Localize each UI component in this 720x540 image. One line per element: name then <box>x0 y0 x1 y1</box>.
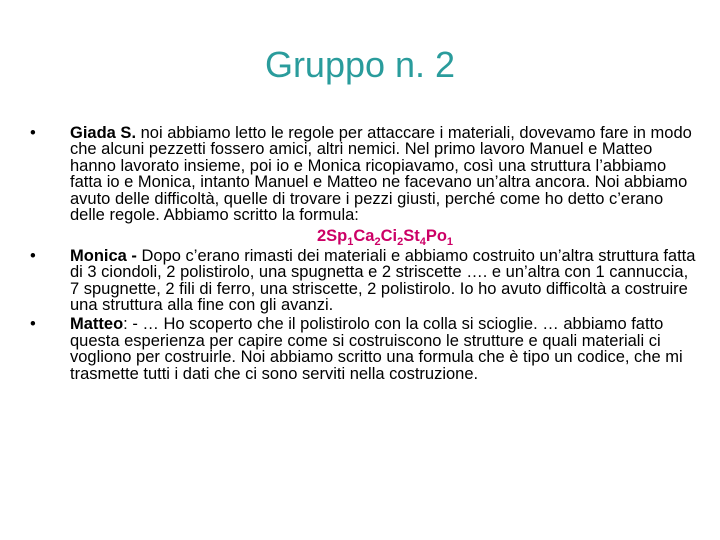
bullet-text: noi abbiamo letto le regole per attaccare i materiali, dovevamo fare in modo che alcuni pezzetti fossero amici, altri nemici. Nel primo lavoro Manuel e Matteo hanno lavorato insieme, poi io e Monica ricopiavamo, così una struttura l’abbiamo fatta io e Monica, intanto Manuel e Matteo ne facevano un’altra ancora. Noi abbiamo avuto delle difficoltà, quelle di trovare i pezzi giusti, perché come ho detto c’erano delle regole. Abbiamo scritto la formula: <box>70 124 692 225</box>
formula-symbol: 2Sp <box>316 227 348 246</box>
formula-subscript: 4 <box>419 236 426 249</box>
bullet-item-giada <box>30 124 700 249</box>
bullet-text: Dopo c’erano rimasti dei materiali e abbiamo costruito un’altra struttura fatta di 3 ciondoli, 2 polistirolo, una spugnetta e 2 striscette …. e un’altra con 1 cannuccia, 7 spugnette, 2 fili di ferro, una striscette, 2 polistirolo. Io ho avuto difficoltà a costruire una struttura alla fine con gli avanzi. <box>70 246 696 315</box>
formula-symbol: St <box>403 227 420 246</box>
bullet-author-label: Giada S. <box>70 124 137 142</box>
bullet-list <box>30 125 700 382</box>
bullet-symbol: • <box>30 246 36 265</box>
formula-symbol: Po <box>425 227 447 246</box>
bullet-author-label: Monica - <box>70 246 137 265</box>
bullet-symbol: • <box>30 315 36 334</box>
formula-subscript: 2 <box>374 236 381 249</box>
formula-symbol: Ci <box>380 227 398 246</box>
formula-symbol: Ca <box>353 227 375 246</box>
bullet-item-monica <box>30 248 700 314</box>
slide-title: Gruppo n. 2 <box>264 44 456 85</box>
formula-subscript: 1 <box>446 236 454 249</box>
formula-subscript: 1 <box>347 236 354 249</box>
chemical-style-formula <box>70 227 700 249</box>
bullet-item-matteo <box>30 316 700 382</box>
bullet-symbol: • <box>30 124 36 142</box>
bullet-author-label: Matteo <box>70 315 124 334</box>
bullet-text: : - … Ho scoperto che il polistirolo con la colla si scioglie. … abbiamo fatto questa esperienza per capire come si costruiscono le strutture e quali materiali ci vogliono per costruirle. Noi abbiamo scritto una formula che è tipo un codice, che mi trasmette tutti i dati che ci sono serviti nella costruzione. <box>70 315 683 383</box>
formula-subscript: 2 <box>397 236 404 249</box>
